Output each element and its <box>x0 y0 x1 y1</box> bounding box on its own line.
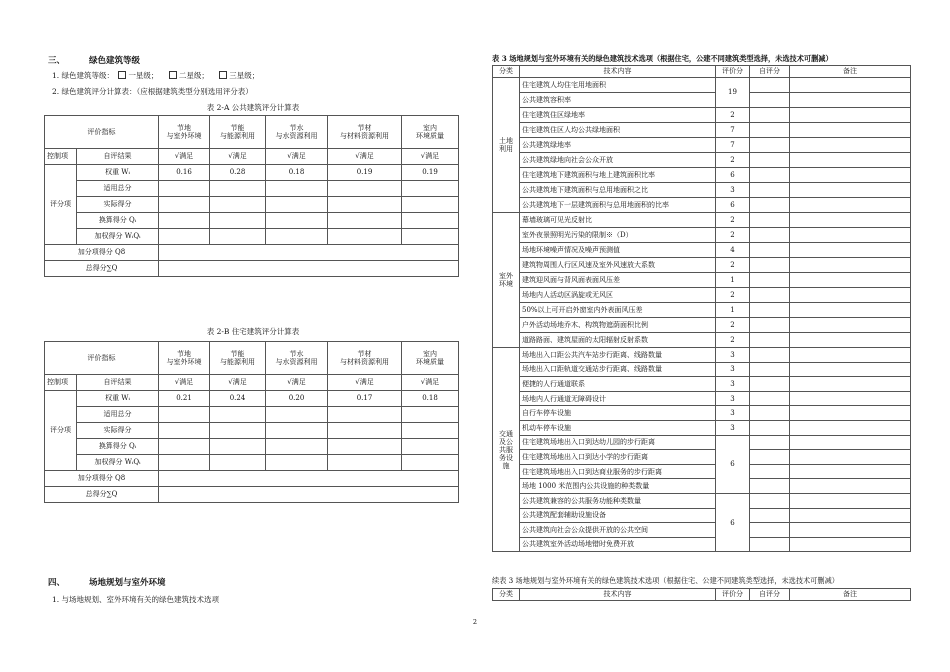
empty-cell <box>790 288 911 303</box>
empty-cell <box>790 333 911 348</box>
table-cell: 公共建筑兼容的公共服务功能种类数量 <box>520 493 716 508</box>
table-cell: 加分项得分 Q8 <box>45 245 159 261</box>
table-2b <box>44 341 459 503</box>
table-cell: 适用总分 <box>77 407 159 423</box>
table-cell: 公共建筑地下建筑面积与总用地面积之比 <box>520 183 716 198</box>
table-cell: 场地出入口距轨道交通站步行距离、线路数量 <box>520 362 716 377</box>
table-cell: 0.19 <box>402 165 459 181</box>
empty-cell <box>790 183 911 198</box>
table-cell: 自评分 <box>750 589 790 601</box>
table-cell: 公共建筑配套辅助设施设备 <box>520 508 716 523</box>
table-cell: 19 <box>716 78 750 108</box>
empty-cell <box>750 450 790 465</box>
table-cell: 3 <box>716 377 750 392</box>
empty-cell <box>750 348 790 363</box>
table-cell: 公共建筑容积率 <box>520 93 716 108</box>
table-cell: 2 <box>716 333 750 348</box>
empty-cell <box>750 258 790 273</box>
table-cell: 50%以上可开启外窗室内外表面风压差 <box>520 303 716 318</box>
table-cell: 1 <box>716 303 750 318</box>
table-cell: 4 <box>716 243 750 258</box>
empty-cell <box>750 406 790 421</box>
empty-cell <box>159 487 459 503</box>
table-cell: 住宅建筑地下建筑面积与地上建筑面积比率 <box>520 168 716 183</box>
empty-cell <box>790 464 911 479</box>
empty-cell <box>750 183 790 198</box>
table-cell: 3 <box>716 391 750 406</box>
empty-cell <box>790 198 911 213</box>
table-cell: 住宅建筑场地出入口到达商业服务的步行距离 <box>520 464 716 479</box>
table-cell: 公共建筑绿地向社会公众开放 <box>520 153 716 168</box>
table-cell: √满足 <box>159 375 210 391</box>
table-cell: √满足 <box>210 375 266 391</box>
category-land-use: 土地 利用 <box>493 78 520 213</box>
table-3 <box>492 65 911 552</box>
empty-cell <box>750 333 790 348</box>
table-cell: 3 <box>716 406 750 421</box>
empty-cell <box>266 229 328 245</box>
table-cell: 评分项 <box>45 165 77 245</box>
score-table-note: 2. 绿色建筑评分计算表：（应根据建筑类型分别选用评分表） <box>52 87 253 96</box>
empty-cell <box>210 213 266 229</box>
table-cell: 自行车停车设施 <box>520 406 716 421</box>
empty-cell <box>402 213 459 229</box>
empty-cell <box>402 197 459 213</box>
table-cell: 7 <box>716 138 750 153</box>
table-cell: 评价分 <box>716 66 750 78</box>
empty-cell <box>328 407 402 423</box>
table-cell: 分类 <box>493 66 520 78</box>
empty-cell <box>266 213 328 229</box>
empty-cell <box>750 198 790 213</box>
empty-cell <box>750 420 790 435</box>
empty-cell <box>750 362 790 377</box>
empty-cell <box>790 523 911 538</box>
empty-cell <box>750 537 790 552</box>
table-cell: 0.24 <box>210 391 266 407</box>
empty-cell <box>328 229 402 245</box>
empty-cell <box>790 123 911 138</box>
empty-cell <box>750 108 790 123</box>
empty-cell <box>159 471 459 487</box>
empty-cell <box>402 439 459 455</box>
table-cell: 实际得分 <box>77 197 159 213</box>
empty-cell <box>159 181 210 197</box>
empty-cell <box>750 213 790 228</box>
table-cell: 室外夜景照明光污染的限制※（D） <box>520 228 716 243</box>
empty-cell <box>790 318 911 333</box>
table-cell: 适用总分 <box>77 181 159 197</box>
table-cell: 场地出入口距公共汽车站步行距离、线路数量 <box>520 348 716 363</box>
empty-cell <box>790 243 911 258</box>
empty-cell <box>750 523 790 538</box>
empty-cell <box>266 439 328 455</box>
empty-cell <box>790 377 911 392</box>
table-cell: √满足 <box>402 375 459 391</box>
table-cell: 0.18 <box>266 165 328 181</box>
level1-checkbox[interactable] <box>118 71 126 79</box>
empty-cell <box>750 153 790 168</box>
empty-cell <box>750 435 790 450</box>
table-cell: 分类 <box>493 589 520 601</box>
table-cell: 建筑迎风面与背风面表面风压差 <box>520 273 716 288</box>
table-cell: 6 <box>716 168 750 183</box>
empty-cell <box>750 493 790 508</box>
table-cell: 户外活动场地乔木、构筑物遮荫面积比例 <box>520 318 716 333</box>
section4-heading: 四、 场地规划与室外环境 <box>48 578 166 588</box>
empty-cell <box>750 391 790 406</box>
table-cell: √满足 <box>266 149 328 165</box>
table-cell: 自评结果 <box>77 149 159 165</box>
empty-cell <box>210 229 266 245</box>
empty-cell: 节水 与水资源利用 <box>266 116 328 149</box>
empty-cell: 节材 与材料资源利用 <box>328 342 402 375</box>
empty-cell <box>790 348 911 363</box>
empty-cell <box>159 245 459 261</box>
empty-cell <box>210 407 266 423</box>
empty-cell <box>790 258 911 273</box>
section3-heading: 三、 绿色建筑等级 <box>48 56 141 66</box>
table-cell: 1 <box>716 273 750 288</box>
table-cell: 公共建筑向社会公众提供开放的公共空间 <box>520 523 716 538</box>
table-2b-caption: 表 2-B 住宅建筑评分计算表 <box>206 327 300 336</box>
empty-cell <box>750 318 790 333</box>
green-level-line: 1. 绿色建筑等级： 一星级； 二星级； 三星级； <box>52 71 260 80</box>
empty-cell <box>790 153 911 168</box>
empty-cell <box>750 243 790 258</box>
empty-cell <box>159 423 210 439</box>
empty-cell <box>210 455 266 471</box>
table-cell: 机动车停车设施 <box>520 420 716 435</box>
level3-checkbox[interactable] <box>219 71 227 79</box>
empty-cell <box>210 439 266 455</box>
table-cell: 自评分 <box>750 66 790 78</box>
table-cell: 加分项得分 Q8 <box>45 471 159 487</box>
empty-cell <box>266 455 328 471</box>
table-2a <box>44 115 459 277</box>
empty-cell <box>790 537 911 552</box>
table-cell: √满足 <box>328 375 402 391</box>
table-cell: 6 <box>716 493 750 551</box>
table-cell: 0.18 <box>402 391 459 407</box>
table-cell: 3 <box>716 420 750 435</box>
table-cell: 便捷的人行通道联系 <box>520 377 716 392</box>
empty-cell: 节水 与水资源利用 <box>266 342 328 375</box>
table-cell: 实际得分 <box>77 423 159 439</box>
empty-cell <box>750 288 790 303</box>
empty-cell <box>159 213 210 229</box>
empty-cell <box>402 423 459 439</box>
table-cell: 3 <box>716 348 750 363</box>
empty-cell: 节地 与室外环境 <box>159 116 210 149</box>
empty-cell <box>159 261 459 277</box>
empty-cell <box>790 273 911 288</box>
empty-cell <box>402 455 459 471</box>
table-cell: 备注 <box>790 66 911 78</box>
table-cell: 场地内人行通道无障碍设计 <box>520 391 716 406</box>
table-cell: 0.19 <box>328 165 402 181</box>
empty-cell <box>328 423 402 439</box>
table-cell: 2 <box>716 228 750 243</box>
table-cell: 幕墙玻璃可见光反射比 <box>520 213 716 228</box>
empty-cell <box>790 435 911 450</box>
empty-cell <box>266 423 328 439</box>
table-cell: 技术内容 <box>520 589 716 601</box>
empty-cell <box>750 464 790 479</box>
empty-cell <box>750 138 790 153</box>
empty-cell <box>328 197 402 213</box>
empty-cell: 室内 环境质量 <box>402 116 459 149</box>
empty-cell <box>790 228 911 243</box>
empty-cell <box>790 213 911 228</box>
table-cell: 备注 <box>790 589 911 601</box>
table-cell: 3 <box>716 183 750 198</box>
empty-cell <box>328 213 402 229</box>
table-cell: 总得分∑Q <box>45 261 159 277</box>
empty-cell <box>790 108 911 123</box>
table-cell: 总得分∑Q <box>45 487 159 503</box>
table-cell: 7 <box>716 123 750 138</box>
empty-cell <box>750 303 790 318</box>
table-cell: 评价指标 <box>45 342 159 375</box>
empty-cell <box>159 197 210 213</box>
table-2a-caption: 表 2-A 公共建筑评分计算表 <box>206 103 300 112</box>
table-cell: 加权得分 WᵢQᵢ <box>77 229 159 245</box>
table-cell: √满足 <box>266 375 328 391</box>
table-cell: 场地环境噪声情况及噪声预测值 <box>520 243 716 258</box>
table-cell: 评价分 <box>716 589 750 601</box>
table-cell: 公共建筑绿地率 <box>520 138 716 153</box>
table-cell: 换算得分 Qᵢ <box>77 439 159 455</box>
empty-cell: 室内 环境质量 <box>402 342 459 375</box>
empty-cell <box>750 508 790 523</box>
empty-cell <box>790 362 911 377</box>
empty-cell <box>790 420 911 435</box>
empty-cell <box>790 450 911 465</box>
table-cell: 场地内人活动区涡旋或无风区 <box>520 288 716 303</box>
section4-item1: 1. 与场地规划、室外环境有关的绿色建筑技术选项 <box>52 595 220 604</box>
table-cell: 2 <box>716 213 750 228</box>
table-cell: 2 <box>716 153 750 168</box>
empty-cell <box>750 273 790 288</box>
table-cell: 0.17 <box>328 391 402 407</box>
empty-cell <box>266 197 328 213</box>
table-cell: 6 <box>716 198 750 213</box>
empty-cell <box>210 181 266 197</box>
empty-cell: 节材 与材料资源利用 <box>328 116 402 149</box>
table-3-cont-title: 续表 3 场地规划与室外环境有关的绿色建筑技术选项（根据住宅、公建不同建筑类型选择，未选技术可删减） <box>492 576 839 585</box>
table-cell: 0.16 <box>159 165 210 181</box>
empty-cell <box>790 508 911 523</box>
table-cell: √满足 <box>159 149 210 165</box>
empty-cell: 节能 与能源利用 <box>210 116 266 149</box>
table-cell: 住宅建筑住区人均公共绿地面积 <box>520 123 716 138</box>
table-cell: 2 <box>716 258 750 273</box>
empty-cell <box>159 439 210 455</box>
category-outdoor-env: 室外 环境 <box>493 213 520 348</box>
empty-cell <box>790 168 911 183</box>
empty-cell <box>790 391 911 406</box>
table-cell: 场地 1000 米范围内公共设施的种类数量 <box>520 479 716 494</box>
empty-cell <box>210 423 266 439</box>
table-cell: 2 <box>716 288 750 303</box>
empty-cell <box>790 78 911 93</box>
table-cell: 0.20 <box>266 391 328 407</box>
empty-cell <box>402 181 459 197</box>
table-cell: √满足 <box>210 149 266 165</box>
table-cell: 评分项 <box>45 391 77 471</box>
table-cell: 6 <box>716 435 750 493</box>
empty-cell <box>328 439 402 455</box>
empty-cell <box>790 479 911 494</box>
empty-cell <box>750 93 790 108</box>
empty-cell: 节地 与室外环境 <box>159 342 210 375</box>
table-cell: 道路路面、建筑屋面的太阳辐射反射系数 <box>520 333 716 348</box>
table-cell: 公共建筑地下一层建筑面积与总用地面积的比率 <box>520 198 716 213</box>
empty-cell <box>750 123 790 138</box>
empty-cell <box>750 377 790 392</box>
empty-cell <box>210 197 266 213</box>
empty-cell <box>790 493 911 508</box>
empty-cell: 节能 与能源利用 <box>210 342 266 375</box>
table-cell: 技术内容 <box>520 66 716 78</box>
empty-cell <box>790 406 911 421</box>
empty-cell <box>402 407 459 423</box>
table-cell: 权重 Wᵢ <box>77 391 159 407</box>
level2-checkbox[interactable] <box>169 71 177 79</box>
empty-cell <box>266 181 328 197</box>
empty-cell <box>328 181 402 197</box>
table-cell: 住宅建筑场地出入口到达小学的步行距离 <box>520 450 716 465</box>
table-3-cont <box>492 588 911 601</box>
table-cell: 住宅建筑场地出入口到达幼儿园的步行距离 <box>520 435 716 450</box>
table-cell: 建筑物周围人行区风速及室外风速放大系数 <box>520 258 716 273</box>
table-cell: 住宅建筑住区绿地率 <box>520 108 716 123</box>
empty-cell <box>790 93 911 108</box>
table-cell: 公共建筑室外活动场地错时免费开放 <box>520 537 716 552</box>
empty-cell <box>750 228 790 243</box>
table-cell: 控制项 <box>45 375 77 391</box>
table-3-title: 表 3 场地规划与室外环境有关的绿色建筑技术选项（根据住宅，公建不同建筑类型选择，未选技术可删减） <box>492 54 833 63</box>
table-cell: 控制项 <box>45 149 77 165</box>
table-cell: 评价指标 <box>45 116 159 149</box>
empty-cell <box>159 229 210 245</box>
empty-cell <box>750 479 790 494</box>
table-cell: 换算得分 Qᵢ <box>77 213 159 229</box>
table-cell: 自评结果 <box>77 375 159 391</box>
table-cell: 0.21 <box>159 391 210 407</box>
table-cell: 3 <box>716 362 750 377</box>
table-cell: √满足 <box>328 149 402 165</box>
empty-cell <box>750 78 790 93</box>
table-cell: 0.28 <box>210 165 266 181</box>
table-cell: 权重 Wᵢ <box>77 165 159 181</box>
empty-cell <box>159 455 210 471</box>
table-cell: √满足 <box>402 149 459 165</box>
table-cell: 住宅建筑人均住宅用地面积 <box>520 78 716 93</box>
empty-cell <box>159 407 210 423</box>
empty-cell <box>402 229 459 245</box>
page-number: 2 <box>472 618 478 626</box>
empty-cell <box>266 407 328 423</box>
table-cell: 2 <box>716 318 750 333</box>
empty-cell <box>790 303 911 318</box>
empty-cell <box>328 455 402 471</box>
category-transport: 交通 及公 共服 务设 施 <box>493 348 520 552</box>
table-cell: 加权得分 WᵢQᵢ <box>77 455 159 471</box>
empty-cell <box>750 168 790 183</box>
empty-cell <box>790 138 911 153</box>
table-cell: 2 <box>716 108 750 123</box>
